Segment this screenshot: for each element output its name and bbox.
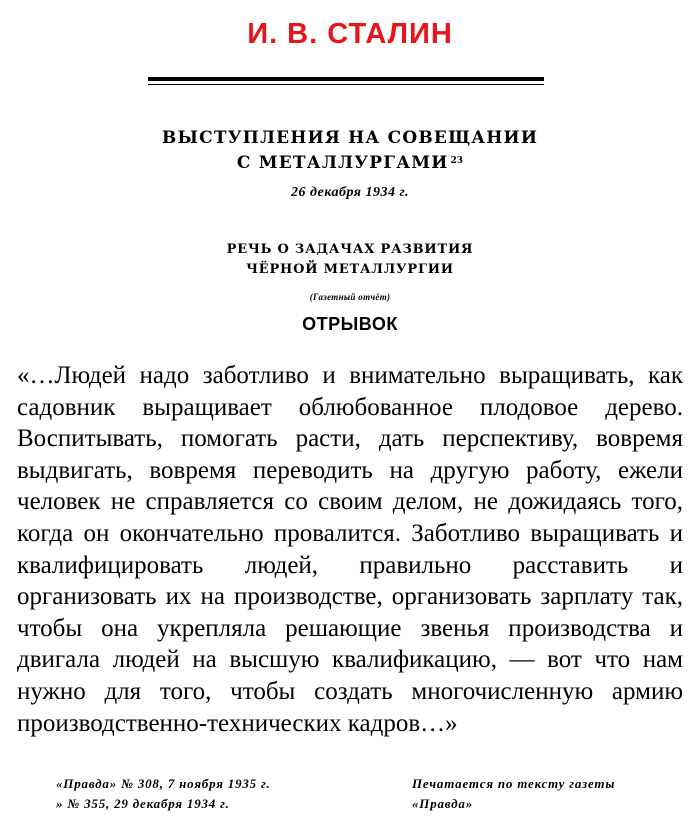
print-note-line-1: Печатается по тексту газеты (412, 776, 616, 791)
source-citation (56, 774, 376, 814)
title-line-2-text: С МЕТАЛЛУРГАМИ (236, 153, 449, 173)
title-line-2 (0, 151, 700, 176)
source-line-1: «Правда» № 308, 7 ноября 1935 г. (56, 776, 271, 791)
speech-subtitle (0, 240, 700, 280)
title-line-1: ВЫСТУПЛЕНИЯ НА СОВЕЩАНИИ (161, 128, 539, 148)
author-heading: И. В. СТАЛИН (247, 18, 453, 50)
report-note: (Газетный отчёт) (309, 292, 391, 302)
subtitle-line-1: РЕЧЬ О ЗАДАЧАХ РАЗВИТИЯ (226, 242, 474, 257)
divider-thin (148, 84, 544, 85)
source-line-2: » № 355, 29 декабря 1934 г. (56, 796, 230, 811)
speech-date: 26 декабря 1934 г. (291, 185, 409, 200)
fragment-label: ОТРЫВОК (302, 314, 398, 334)
print-note-line-2: «Правда» (412, 796, 474, 811)
footnote-marker: 23 (450, 156, 464, 166)
subtitle-line-2: ЧЁРНОЙ МЕТАЛЛУРГИИ (246, 262, 454, 277)
document-title (0, 126, 700, 176)
print-note (412, 774, 692, 814)
quote-paragraph: «…Людей надо заботливо и внимательно выращивать, как садовник выращивает облюбованное плодовое дерево. Воспитывать, помогать расти, дать перспективу, вовремя выдвигать, вовремя переводить на другую работу, ежели человек не справляется со своим делом, не дожидаясь того, когда он окончательно провалится. Заботливо выращивать и квалифицировать людей, правильно расставить и организовать их на производстве, организовать зарплату так, чтобы она укрепляла решающие звенья производства и двигала людей на высшую квалификацию, — вот что нам нужно для того, чтобы создать многочисленную армию производственно-технических кадров…» (17, 362, 683, 737)
divider-thick (148, 77, 544, 81)
